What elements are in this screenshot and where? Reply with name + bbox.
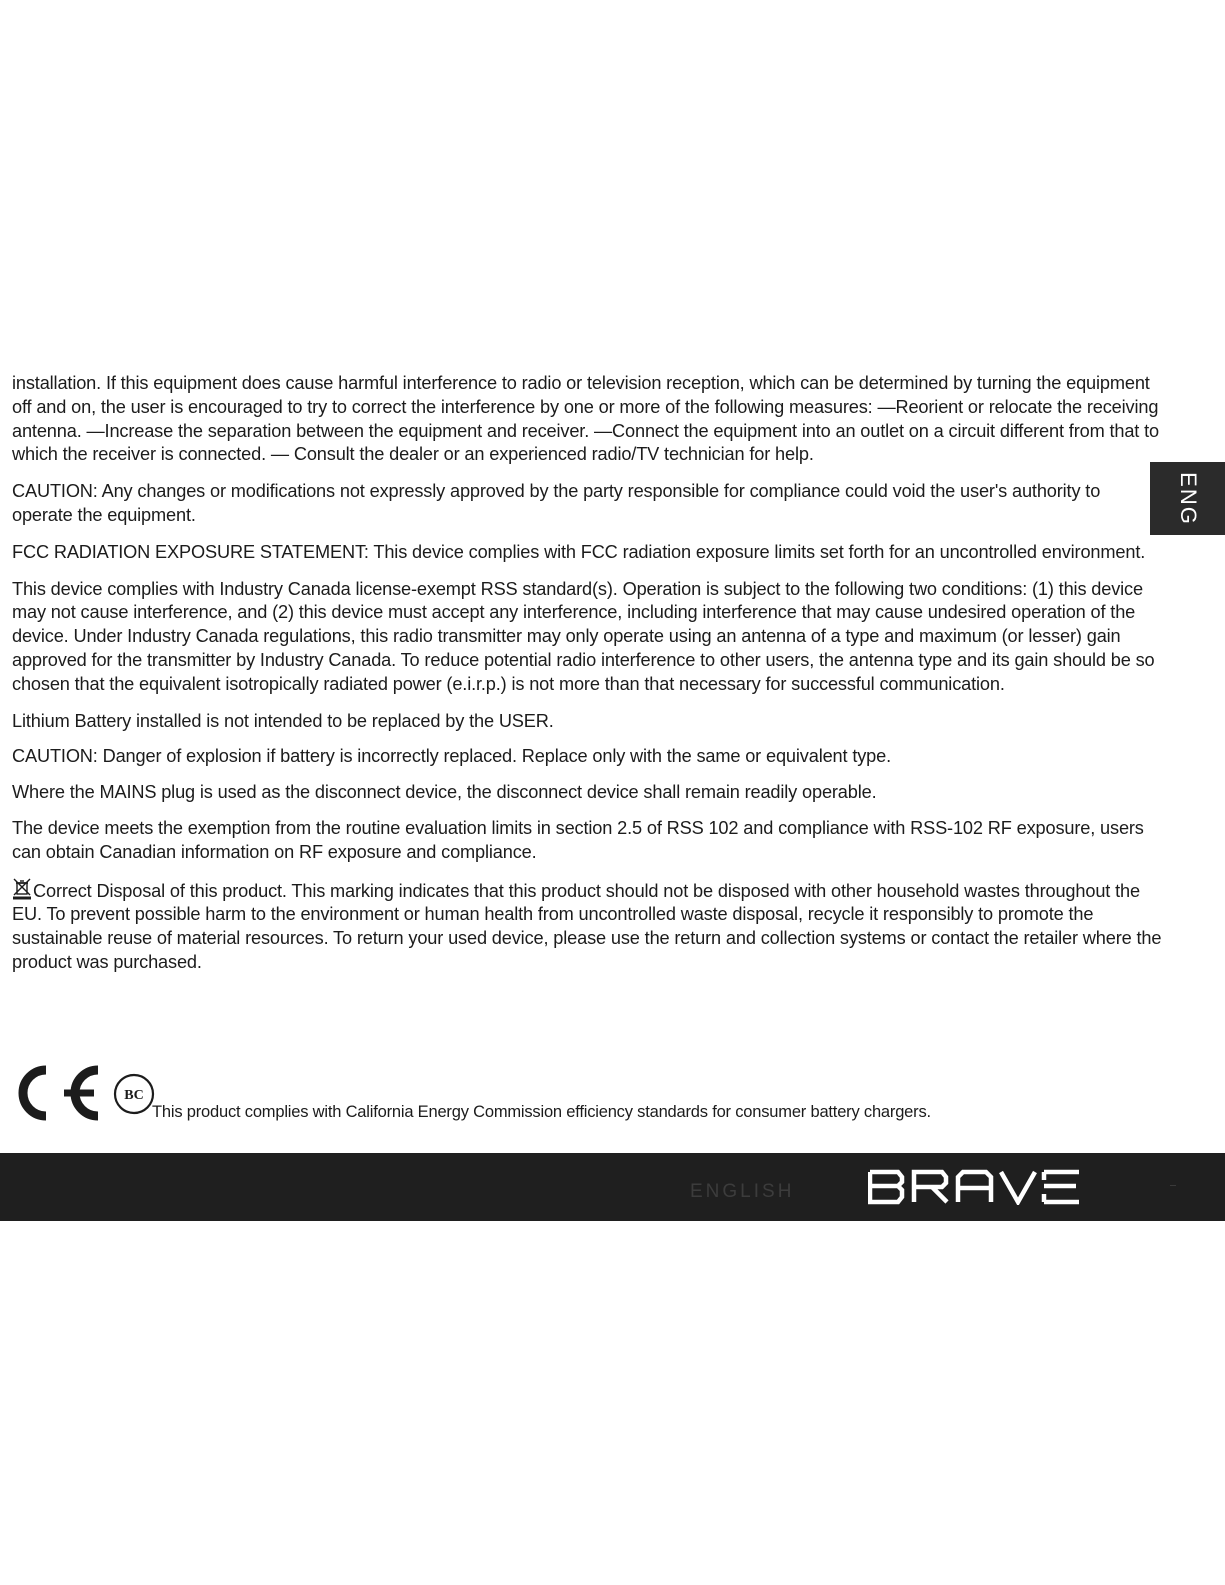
mains-plug-paragraph: Where the MAINS plug is used as the disconnect device, the disconnect device shall remain readily operable. — [12, 782, 877, 803]
weee-disposal-paragraph — [12, 878, 1162, 975]
lithium-battery-paragraph: Lithium Battery installed is not intended to be replaced by the USER. — [12, 710, 554, 731]
weee-disposal-text: Correct Disposal of this product. This marking indicates that this product should not be disposed with other household wastes throughout the EU. To prevent possible harm to the environment or human health from uncontrolled waste disposal, recycle it responsibly to promote the sustainable reuse of material resources. To return your used device, please use the return and collection systems or contact the retailer where the product was purchased. — [12, 880, 1162, 972]
cec-statement: This product complies with California Energy Commission efficiency standards for consumer battery chargers. — [152, 1103, 931, 1121]
certification-row — [8, 1062, 1158, 1132]
industry-canada-paragraph: This device complies with Industry Canada license-exempt RSS standard(s). Operation is subject to the following two conditions: (1) this device may not cause interference, and (2) this device must accept any interference, including interference that may cause undesired operation of the device. Under Industry Canada regulations, this radio transmitter may only operate using an antenna of a type and maximum (or lesser) gain approved for the transmitter by Industry Canada. To reduce potential radio interference to other users, the antenna type and its gain should be so chosen that the equivalent isotropically radiated power (e.i.r.p.) is not more than that necessary for successful communication. — [12, 578, 1155, 694]
svg-text:BC: BC — [124, 1088, 144, 1103]
caution-explosion-paragraph: CAUTION: Danger of explosion if battery is incorrectly replaced. Replace only with the same or equivalent type. — [12, 746, 891, 767]
caution-modifications-paragraph: CAUTION: Any changes or modifications not expressly approved by the party responsible for compliance could void the user's authority to operate the equipment. — [12, 481, 1101, 525]
regulatory-text — [12, 372, 1162, 988]
bc-mark-icon — [112, 1072, 156, 1116]
fcc-interference-paragraph: installation. If this equipment does cause harmful interference to radio or television reception, which can be determined by turning the equipment off and on, the user is encouraged to try to correct the interference by one or more of the following measures: —Reorient or relocate the receiving antenna. —Increase the separation between the equipment and receiver. —Connect the equipment into an outlet on a circuit different from that to which the receiver is connected. — Consult the dealer or an experienced radio/TV technician for help. — [12, 373, 1159, 465]
crossed-bin-icon — [12, 878, 32, 900]
braven-logo — [868, 1169, 1088, 1205]
footer-divider — [1170, 1185, 1176, 1186]
footer-language: ENGLISH — [690, 1181, 795, 1202]
language-tab-label: ENG — [1175, 471, 1201, 526]
ce-mark-icon — [8, 1062, 104, 1124]
rss-102-paragraph: The device meets the exemption from the routine evaluation limits in section 2.5 of RSS 102 and compliance with RSS-102 RF exposure, users can obtain Canadian information on RF exposure and compliance. — [12, 817, 1144, 862]
fcc-radiation-paragraph: FCC RADIATION EXPOSURE STATEMENT: This device complies with FCC radiation exposure limits set forth for an uncontrolled environment. — [12, 541, 1146, 562]
language-tab — [1150, 462, 1225, 535]
footer-bar — [0, 1153, 1225, 1221]
